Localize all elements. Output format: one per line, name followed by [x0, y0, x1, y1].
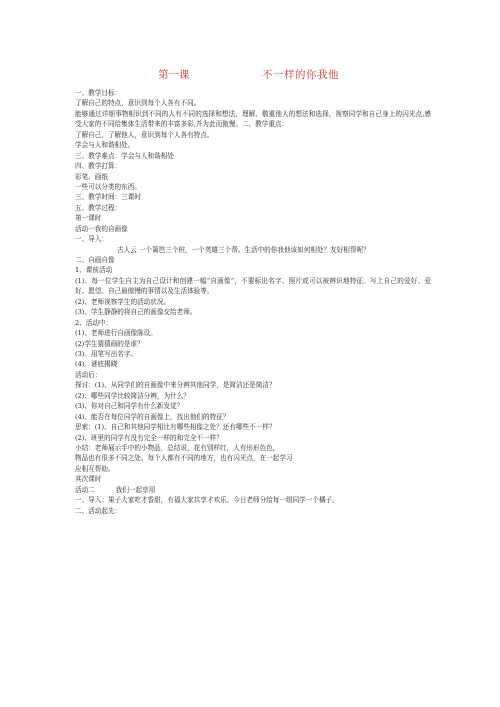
text-line: 1、课前活动: [75, 266, 113, 275]
lesson-number: 第一课: [158, 69, 190, 81]
text-line: (2)、哪些同学比较简洁分辨，为什么？: [75, 391, 190, 400]
text-line: 二、活动起先：: [75, 506, 122, 515]
text-line: 探讨：(1)、从同学们的自画像中来分辨其他同学，是简洁还是简洁？: [75, 381, 276, 390]
text-line: 五、教学过程：: [75, 203, 122, 212]
text-line: 学会与人和谐相处。: [75, 141, 135, 150]
text-line: 了解自己的特点，意识到每个人各有不同。: [75, 99, 201, 108]
text-line: 思索：(1)、自己和其他同学相比有哪些相像之处？还有哪些不一样？: [75, 423, 276, 432]
lesson-name: 不一样的你我他: [262, 69, 339, 81]
text-line: 古人云 一个篱笆三个桩，一个英雄三个帮。生活中的你我他该如何相处？友好相帮呢？: [117, 245, 370, 254]
text-line: 彩笔、画纸: [75, 172, 108, 181]
text-line: 一、教学目标：: [75, 89, 122, 97]
text-line: 一、导入：果子大家吃才香甜，有福大家共享才欢乐。今日老师分给每一组同学一个橘子。: [75, 496, 339, 505]
text-line: 小结：老师展示手中的小物品，总结说，花有别样红，人有形形色色，: [75, 443, 280, 452]
text-line: 三、教学难点：学会与人和谐相处: [75, 151, 174, 160]
text-line: 第一课时: [75, 214, 102, 223]
page-title: [0, 67, 500, 81]
text-line: (4)、谜底揭晓: [75, 360, 118, 369]
text-line: 活动二 我们一起享用: [75, 485, 156, 494]
text-line: 二、自画自像: [75, 256, 115, 265]
text-line: 应相互帮助。: [75, 464, 115, 473]
text-line: (2)、老师视察学生的活动状况。: [75, 297, 171, 306]
text-line: (1)、老师进行自画像陈设。: [75, 329, 157, 338]
text-line: 活动后：: [75, 370, 102, 379]
text-line: 了解自己，了解他人，意识到每个人各有特点。: [75, 130, 214, 139]
text-paragraph: (1)、每一位学生自主为自己设计和创建一幅“自画像”，不要标出名字、照片或可以被辨识地特征。写上自己的爱好、爱好、愿望、自己最傲慢的事情以及生活体验等。: [75, 276, 431, 296]
text-line: 其次课时: [75, 475, 102, 484]
text-line: (3)、学生静静的将自己的画像交给老师。: [75, 308, 197, 317]
text-line: 一些可以分类的东西。: [75, 182, 141, 191]
text-line: (2)、班里的同学有没有完全一样的和完全不一样？: [75, 433, 223, 442]
text-line: 四、教学打算：: [75, 162, 122, 171]
text-line: 2、活动中：: [75, 318, 113, 327]
text-line: 活动一我的自画像: [75, 224, 128, 233]
text-line: (3)、用笔写出名字。: [75, 350, 138, 358]
text-paragraph: 能够通过详细事物相识到不同的人有不同的选择和想法，理解、敬重他人的想法和选择，视察同学和自己身上的闪光点,感受大家的不同给集体生活带来的丰富多彩,并为此而傲慢。二、教学重点：: [75, 109, 431, 129]
text-line: 物品也有很多不同之处。每个人都有不同的地方，也有闪光点，在一起学习: [75, 454, 293, 463]
document-body: [75, 88, 431, 516]
text-line: (4)、能否在每位同学的自画像上，找出他们的特征？: [75, 412, 230, 421]
text-line: (2)学生猜猜画的是谁？: [75, 339, 144, 348]
text-line: 一、导入：: [75, 235, 108, 244]
text-line: 三、教学时间：三课时: [75, 193, 141, 202]
text-line: (3)、你对自己和同学有什么新发觉？: [75, 402, 184, 411]
